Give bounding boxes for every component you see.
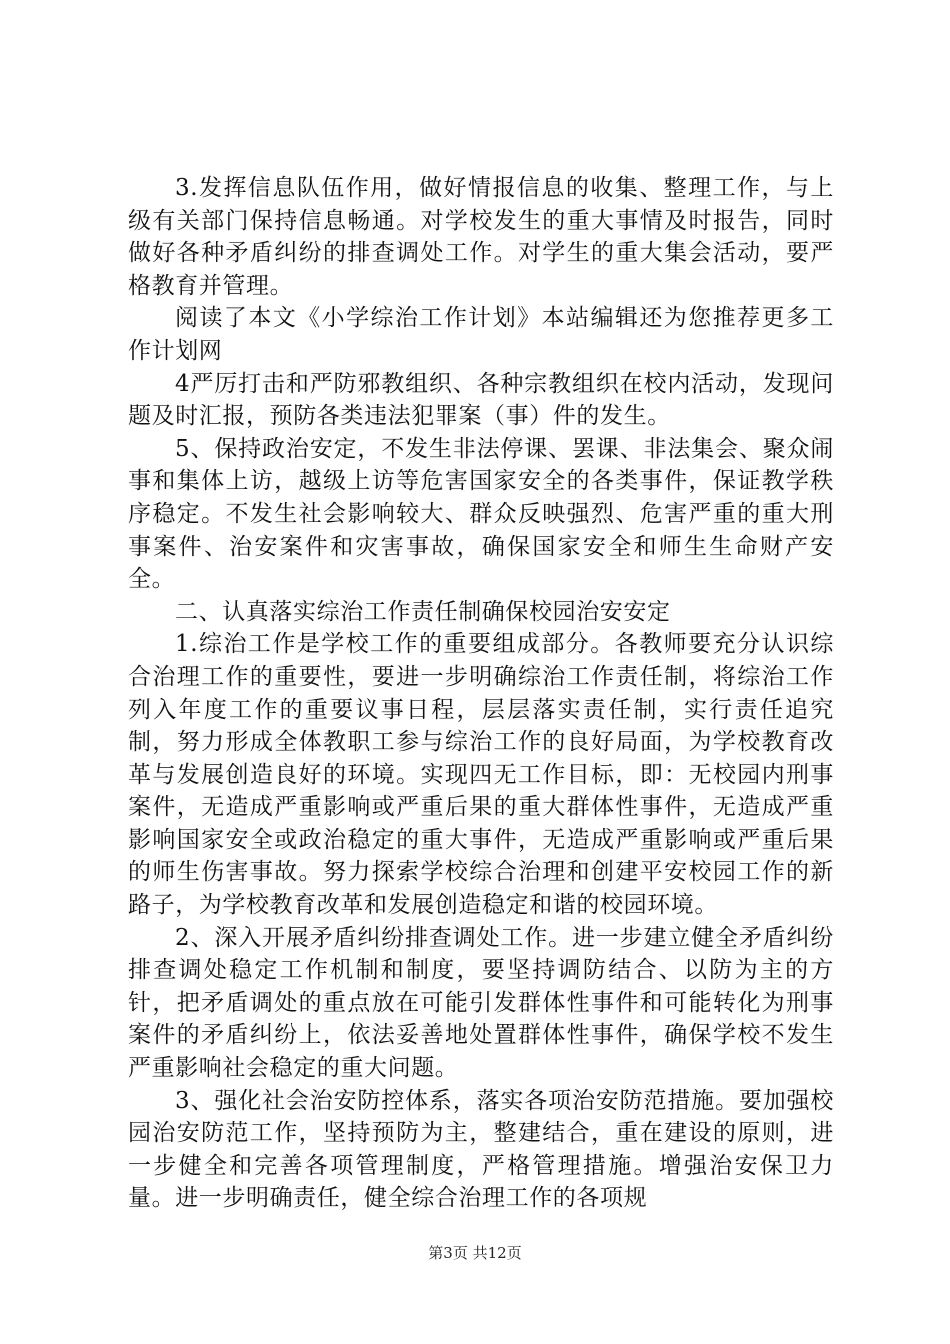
paragraph-item-1-comprehensive-governance: 1.综治工作是学校工作的重要组成部分。各教师要充分认识综合治理工作的重要性，要进一步明确综治工作责任制，将综治工作列入年度工作的重要议事日程，层层落实责任制，实行责任追究制，努力形成全体教职工参与综治工作的良好局面，为学校教育改革与发展创造良好的环境。实现四无工作目标，即：无校园内刑事案件，无造成严重影响或严重后果的重大群体性事件，无造成严重影响国家安全或政治稳定的重大事件，无造成严重影响或严重后果的师生伤害事故。努力探索学校综合治理和创建平安校园工作的新路子，为学校教育改革和发展创造稳定和谐的校园环境。	[128, 631, 834, 919]
document-body	[128, 172, 834, 1215]
paragraph-item-3-security-control: 3、强化社会治安防控体系，落实各项治安防范措施。要加强校园治安防范工作，坚持预防为主，整建结合，重在建设的原则，进一步健全和完善各项管理制度，严格管理措施。增强治安保卫力量。进一步明确责任，健全综合治理工作的各项规	[128, 1087, 834, 1212]
paragraph-recommendation: 阅读了本文《小学综治工作计划》本站编辑还为您推荐更多工作计划网	[128, 305, 834, 364]
paragraph-item-3-info-team: 3.发挥信息队伍作用，做好情报信息的收集、整理工作，与上级有关部门保持信息畅通。对学校发生的重大事情及时报告，同时做好各种矛盾纠纷的排查调处工作。对学生的重大集会活动，要严格教育并管理。	[128, 175, 834, 299]
paragraph-item-2-dispute-resolution: 2、深入开展矛盾纠纷排查调处工作。进一步建立健全矛盾纠纷排查调处稳定工作机制和制度，要坚持调防结合、以防为主的方针，把矛盾调处的重点放在可能引发群体性事件和可能转化为刑事案件的矛盾纠纷上，依法妥善地处置群体性事件，确保学校不发生严重影响社会稳定的重大问题。	[128, 924, 834, 1082]
section-heading-responsibility: 二、认真落实综治工作责任制确保校园治安安定	[175, 598, 671, 625]
paragraph-item-4-cult-prevention: 4严厉打击和严防邪教组织、各种宗教组织在校内活动，发现问题及时汇报，预防各类违法犯罪案（事）件的发生。	[128, 370, 834, 430]
page-number-footer: 第3页 共12页	[428, 1244, 522, 1262]
paragraph-item-5-political-stability: 5、保持政治安定，不发生非法停课、罢课、非法集会、聚众闹事和集体上访，越级上访等危害国家安全的各类事件，保证教学秩序稳定。不发生社会影响较大、群众反映强烈、危害严重的重大刑事案件、治安案件和灾害事故，确保国家安全和师生生命财产安全。	[128, 435, 834, 593]
